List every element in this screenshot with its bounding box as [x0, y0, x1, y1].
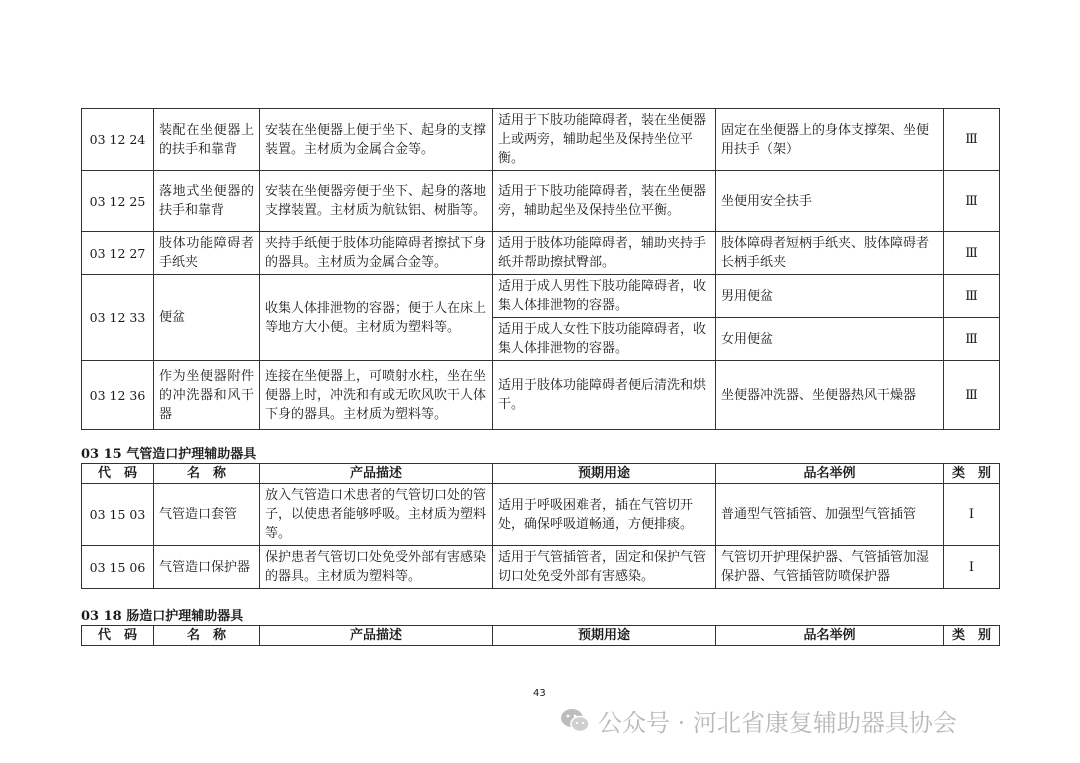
- watermark-text: 公众号 · 河北省康复辅助器具协会: [598, 709, 957, 737]
- item-examples: 气管切开护理保护器、气管插管加湿保护器、气管插管防喷保护器: [716, 546, 944, 589]
- item-class: Ⅲ: [944, 232, 1000, 275]
- page-number: 43: [533, 688, 546, 699]
- table-header-row: [82, 626, 1000, 646]
- item-name: 气管造口套管: [154, 484, 260, 546]
- item-intended-use: 适用于气管插管者，固定和保护气管切口处免受外部有害感染。: [493, 546, 716, 589]
- item-examples: 肢体障碍者短柄手纸夹、肢体障碍者长柄手纸夹: [716, 232, 944, 275]
- header-examples: 品名举例: [716, 464, 944, 484]
- item-description: 夹持手纸便于肢体功能障碍者擦拭下身的器具。主材质为金属合金等。: [260, 232, 493, 275]
- table-03-15: [81, 463, 1000, 589]
- item-class: Ⅲ: [944, 275, 1000, 318]
- table-03-18: [81, 625, 1000, 646]
- item-code: 03 12 27: [82, 232, 154, 275]
- item-class: Ⅰ: [944, 484, 1000, 546]
- item-code: 03 15 06: [82, 546, 154, 589]
- item-description: 连接在坐便器上，可喷射水柱，坐在坐便器上时，冲洗和有或无吹风吹干人体下身的器具。主材质为塑料等。: [260, 361, 493, 430]
- item-class: Ⅲ: [944, 361, 1000, 430]
- item-examples: 坐便器冲洗器、坐便器热风干燥器: [716, 361, 944, 430]
- item-class: Ⅲ: [944, 109, 1000, 171]
- item-intended-use: 适用于下肢功能障碍者，装在坐便器上或两旁，辅助起坐及保持坐位平衡。: [493, 109, 716, 171]
- header-class: 类 别: [944, 626, 1000, 646]
- table-row: [82, 232, 1000, 275]
- item-description: 安装在坐便器旁便于坐下、起身的落地支撑装置。主材质为航钛铝、树脂等。: [260, 171, 493, 232]
- item-name: 气管造口保护器: [154, 546, 260, 589]
- item-intended-use: 适用于成人女性下肢功能障碍者，收集人体排泄物的容器。: [493, 318, 716, 361]
- header-intended-use: 预期用途: [493, 626, 716, 646]
- item-code: 03 12 24: [82, 109, 154, 171]
- item-name: 肢体功能障碍者手纸夹: [154, 232, 260, 275]
- item-description: 安装在坐便器上便于坐下、起身的支撑装置。主材质为金属合金等。: [260, 109, 493, 171]
- table-03-12: [81, 108, 1000, 430]
- item-examples: 坐便用安全扶手: [716, 171, 944, 232]
- item-name: 便盆: [154, 275, 260, 361]
- item-intended-use: 适用于肢体功能障碍者便后清洗和烘干。: [493, 361, 716, 430]
- item-name: 作为坐便器附件的冲洗器和风干器: [154, 361, 260, 430]
- header-code: 代 码: [82, 464, 154, 484]
- item-examples: 女用便盆: [716, 318, 944, 361]
- wechat-icon: [560, 708, 590, 734]
- watermark: [560, 703, 957, 738]
- header-description: 产品描述: [260, 626, 493, 646]
- item-code: 03 12 36: [82, 361, 154, 430]
- item-code: 03 12 33: [82, 275, 154, 361]
- section-title: 03 15 气管造口护理辅助器具: [81, 447, 257, 462]
- item-class: Ⅰ: [944, 546, 1000, 589]
- table-header-row: [82, 464, 1000, 484]
- item-intended-use: 适用于下肢功能障碍者，装在坐便器旁，辅助起坐及保持坐位平衡。: [493, 171, 716, 232]
- table-row: [82, 109, 1000, 171]
- item-code: 03 12 25: [82, 171, 154, 232]
- table-row: [82, 275, 1000, 318]
- item-class: Ⅲ: [944, 171, 1000, 232]
- item-intended-use: 适用于成人男性下肢功能障碍者，收集人体排泄物的容器。: [493, 275, 716, 318]
- item-description: 放入气管造口术患者的气管切口处的管子，以使患者能够呼吸。主材质为塑料等。: [260, 484, 493, 546]
- item-intended-use: 适用于肢体功能障碍者，辅助夹持手纸并帮助擦拭臀部。: [493, 232, 716, 275]
- header-examples: 品名举例: [716, 626, 944, 646]
- item-description: 保护患者气管切口处免受外部有害感染的器具。主材质为塑料等。: [260, 546, 493, 589]
- item-code: 03 15 03: [82, 484, 154, 546]
- header-class: 类 别: [944, 464, 1000, 484]
- table-row: [82, 361, 1000, 430]
- header-intended-use: 预期用途: [493, 464, 716, 484]
- item-name: 落地式坐便器的扶手和靠背: [154, 171, 260, 232]
- table-row: [82, 484, 1000, 546]
- item-examples: 固定在坐便器上的身体支撑架、坐便用扶手（架）: [716, 109, 944, 171]
- item-name: 装配在坐便器上的扶手和靠背: [154, 109, 260, 171]
- item-description: 收集人体排泄物的容器；便于人在床上等地方大小便。主材质为塑料等。: [260, 275, 493, 361]
- table-row: [82, 171, 1000, 232]
- header-code: 代 码: [82, 626, 154, 646]
- header-description: 产品描述: [260, 464, 493, 484]
- header-name: 名 称: [154, 626, 260, 646]
- item-intended-use: 适用于呼吸困难者，插在气管切开处，确保呼吸道畅通，方便排痰。: [493, 484, 716, 546]
- item-examples: 男用便盆: [716, 275, 944, 318]
- item-class: Ⅲ: [944, 318, 1000, 361]
- table-row: [82, 546, 1000, 589]
- item-examples: 普通型气管插管、加强型气管插管: [716, 484, 944, 546]
- section-title: 03 18 肠造口护理辅助器具: [81, 609, 244, 624]
- header-name: 名 称: [154, 464, 260, 484]
